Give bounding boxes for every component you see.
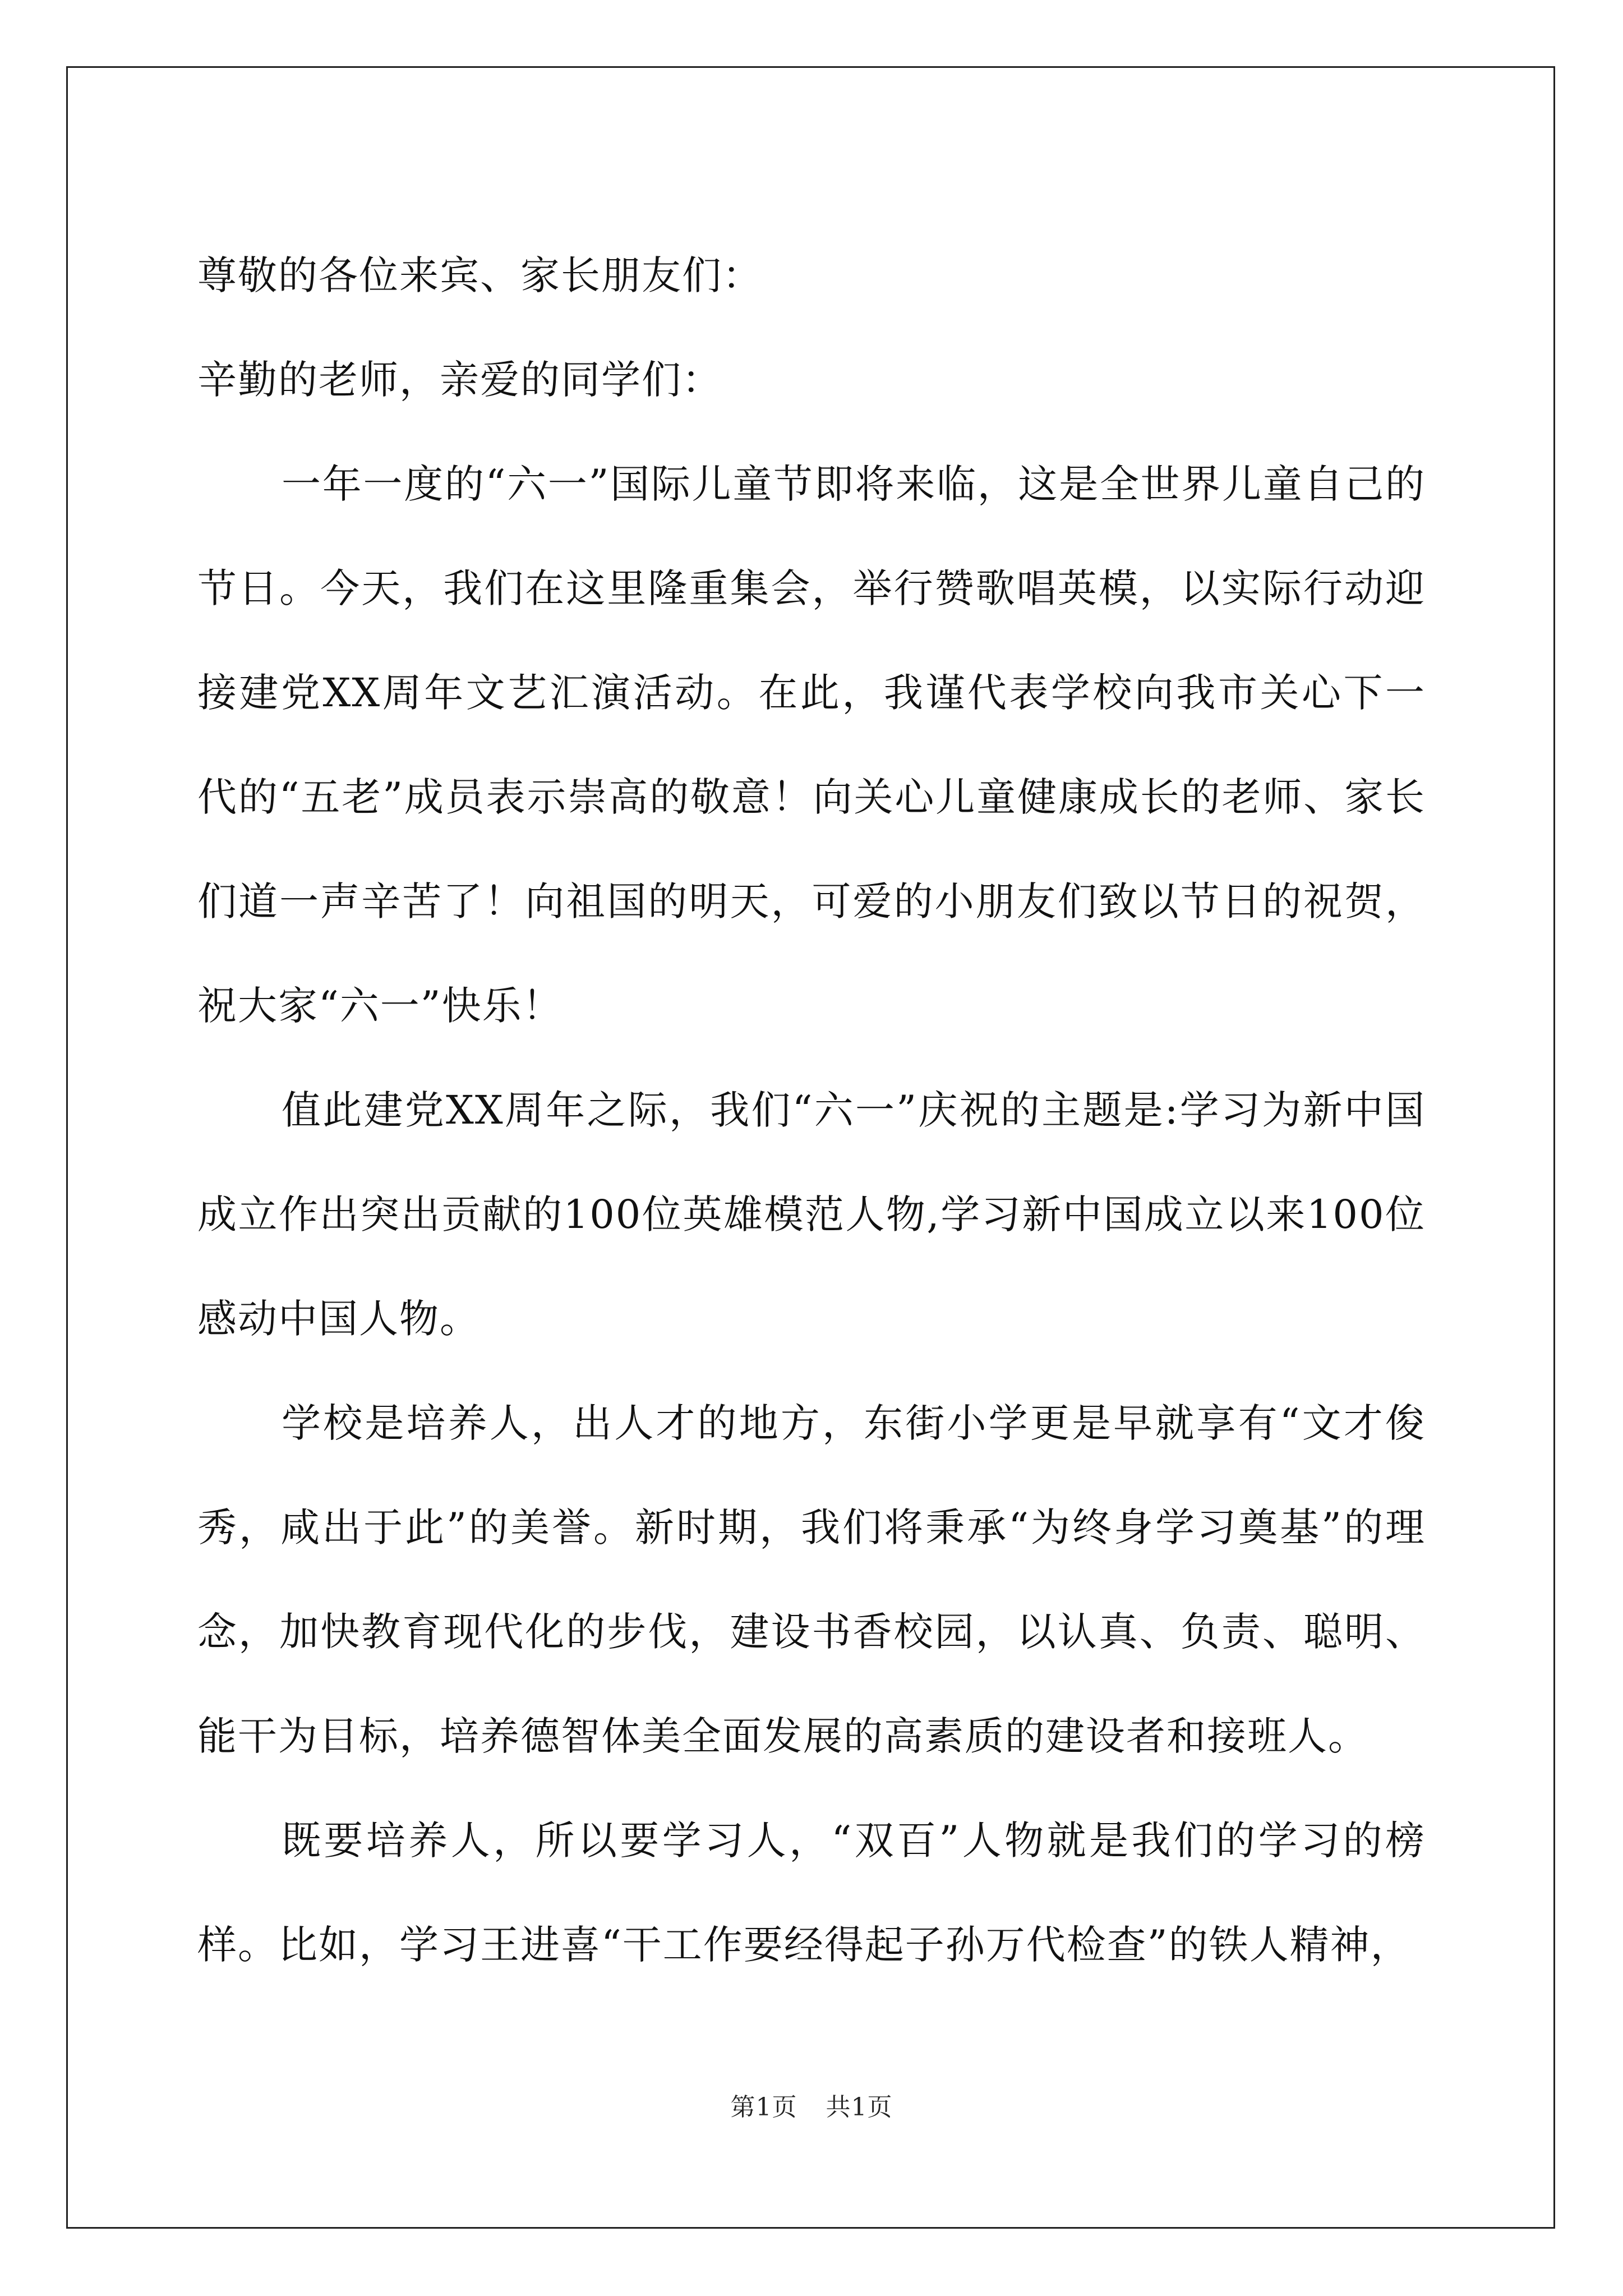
paragraph-role-models: 既要培养人，所以要学习人，“双百”人物就是我们的学习的榜样。比如，学习王进喜“干工作要经得起子孙万代检查”的铁人精神， bbox=[197, 1818, 1426, 1968]
salutation-teachers-students: 辛勤的老师，亲爱的同学们： bbox=[197, 357, 722, 403]
page-number-current: 第1页 bbox=[730, 2093, 797, 2122]
paragraph-school: 学校是培养人，出人才的地方，东街小学更是早就享有“文才俊秀，咸出于此”的美誉。新时期，我们将秉承“为终身学习奠基”的理念，加快教育现代化的步伐，建设书香校园，以认真、负责、聪明、能干为目标，培养德智体美全面发展的高素质的建设者和接班人。 bbox=[197, 1400, 1426, 1759]
paragraph-theme: 值此建党XX周年之际，我们“六一”庆祝的主题是:学习为新中国成立作出突出贡献的100位英雄模范人物,学习新中国成立以来100位感动中国人物。 bbox=[197, 1087, 1426, 1342]
paragraph-intro: 一年一度的“六一”国际儿童节即将来临，这是全世界儿童自己的节日。今天，我们在这里隆重集会，举行赞歌唱英模，以实际行动迎接建党XX周年文艺汇演活动。在此，我谨代表学校向我市关心下一代的“五老”成员表示崇高的敬意！向关心儿童健康成长的老师、家长们道一声辛苦了！向祖国的明天，可爱的小朋友们致以节日的祝贺，祝大家“六一”快乐！ bbox=[197, 461, 1426, 1029]
page-number-total: 共1页 bbox=[826, 2093, 893, 2122]
salutation-guests: 尊敬的各位来宾、家长朋友们： bbox=[197, 252, 763, 298]
page-footer bbox=[0, 2087, 1623, 2123]
document-body bbox=[197, 223, 1426, 1997]
